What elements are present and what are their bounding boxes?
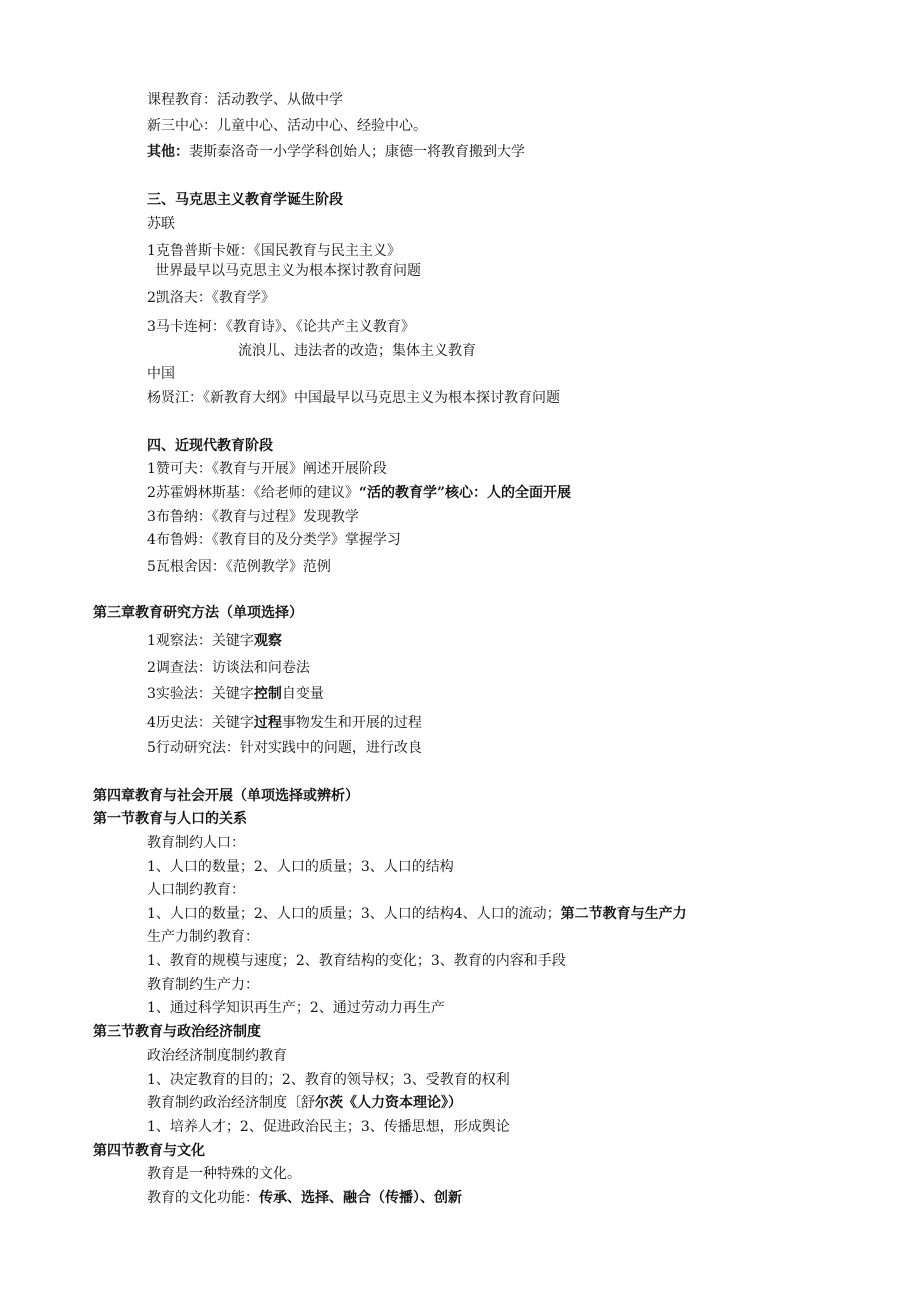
text-line: 课程教育：活动教学、从做中学: [147, 92, 343, 108]
text-line: 3马卡连柯：《教育诗》、《论共产主义教育》: [147, 319, 415, 335]
text-line: 1、决定教育的目的；2、教育的领导权；3、受教育的权利: [147, 1072, 510, 1088]
text-line: 1克鲁普斯卡娅：《国民教育与民主主义》: [147, 243, 401, 259]
text-line: 人口制约教育：: [147, 882, 245, 898]
text-line: 5行动研究法：针对实践中的问题，进行改良: [147, 740, 422, 756]
text-line: 苏联: [147, 216, 175, 232]
text-line: 1赞可夫：《教育与开展》阐述开展阶段: [147, 461, 387, 477]
text-line: 教育制约人口：: [147, 835, 245, 851]
text-line: 教育是一种特殊的文化。: [147, 1166, 301, 1182]
chapter-heading: 第三章教育研究方法（单项选择）: [93, 605, 303, 621]
text-line: 1、通过科学知识再生产；2、通过劳动力再生产: [147, 1000, 445, 1016]
text-line: 中国: [147, 366, 175, 382]
text-line: 教育制约生产力：: [147, 977, 259, 993]
text-line: 4布鲁姆：《教育目的及分类学》掌握学习: [147, 532, 401, 548]
section-heading: 第三节教育与政治经济制度: [93, 1024, 261, 1040]
text-line: 流浪儿、违法者的改造；集体主义教育: [238, 343, 476, 359]
section-heading: 第一节教育与人口的关系: [93, 811, 247, 827]
text-line: 教育的文化功能：传承、选择、融合（传播）、创新: [147, 1190, 462, 1206]
text-line: 4历史法：关键字过程事物发生和开展的过程: [147, 715, 422, 731]
text-line: 1观察法：关键字观察: [147, 633, 282, 649]
text-line: 2调查法：访谈法和问卷法: [147, 660, 310, 676]
text-line: 1、教育的规模与速度；2、教育结构的变化；3、教育的内容和手段: [147, 953, 566, 969]
text-line: 生产力制约教育：: [147, 929, 259, 945]
text-line: 3布鲁纳：《教育与过程》发现教学: [147, 509, 359, 525]
text-line: 其他：裴斯泰洛奇一小学学科创始人；康德一将教育搬到大学: [147, 144, 525, 160]
section-heading: 三、马克思主义教育学诞生阶段: [147, 192, 343, 208]
text-line: 2凯洛夫：《教育学》: [147, 290, 275, 306]
text-line: 1、人口的数量；2、人口的质量；3、人口的结构: [147, 859, 454, 875]
chapter-heading: 第四章教育与社会开展（单项选择或辨析）: [93, 788, 359, 804]
text-line: 教育制约政治经济制度〔舒尔茨《人力资本理论》）: [147, 1095, 462, 1111]
text-line: 新三中心：儿童中心、活动中心、经验中心。: [147, 118, 427, 134]
text-line: 世界最早以马克思主义为根本探讨教育问题: [155, 263, 421, 279]
text-line: 5瓦根舍因：《范例教学》范例: [147, 559, 331, 575]
text-line: 1、人口的数量；2、人口的质量；3、人口的结构4、人口的流动；第二节教育与生产力: [147, 906, 687, 922]
text-line: 政治经济制度制约教育: [147, 1048, 287, 1064]
text-line: 1、培养人才；2、促进政治民主；3、传播思想，形成舆论: [147, 1119, 510, 1135]
section-heading: 四、近现代教育阶段: [147, 438, 273, 454]
text-line: 3实验法：关键字控制自变量: [147, 686, 324, 702]
section-heading: 第四节教育与文化: [93, 1143, 205, 1159]
text-line: 2苏霍姆林斯基：《给老师的建议》“活的教育学”核心：人的全面开展: [147, 485, 572, 501]
text-line: 杨贤江：《新教育大纲》中国最早以马克思主义为根本探讨教育问题: [147, 390, 560, 406]
